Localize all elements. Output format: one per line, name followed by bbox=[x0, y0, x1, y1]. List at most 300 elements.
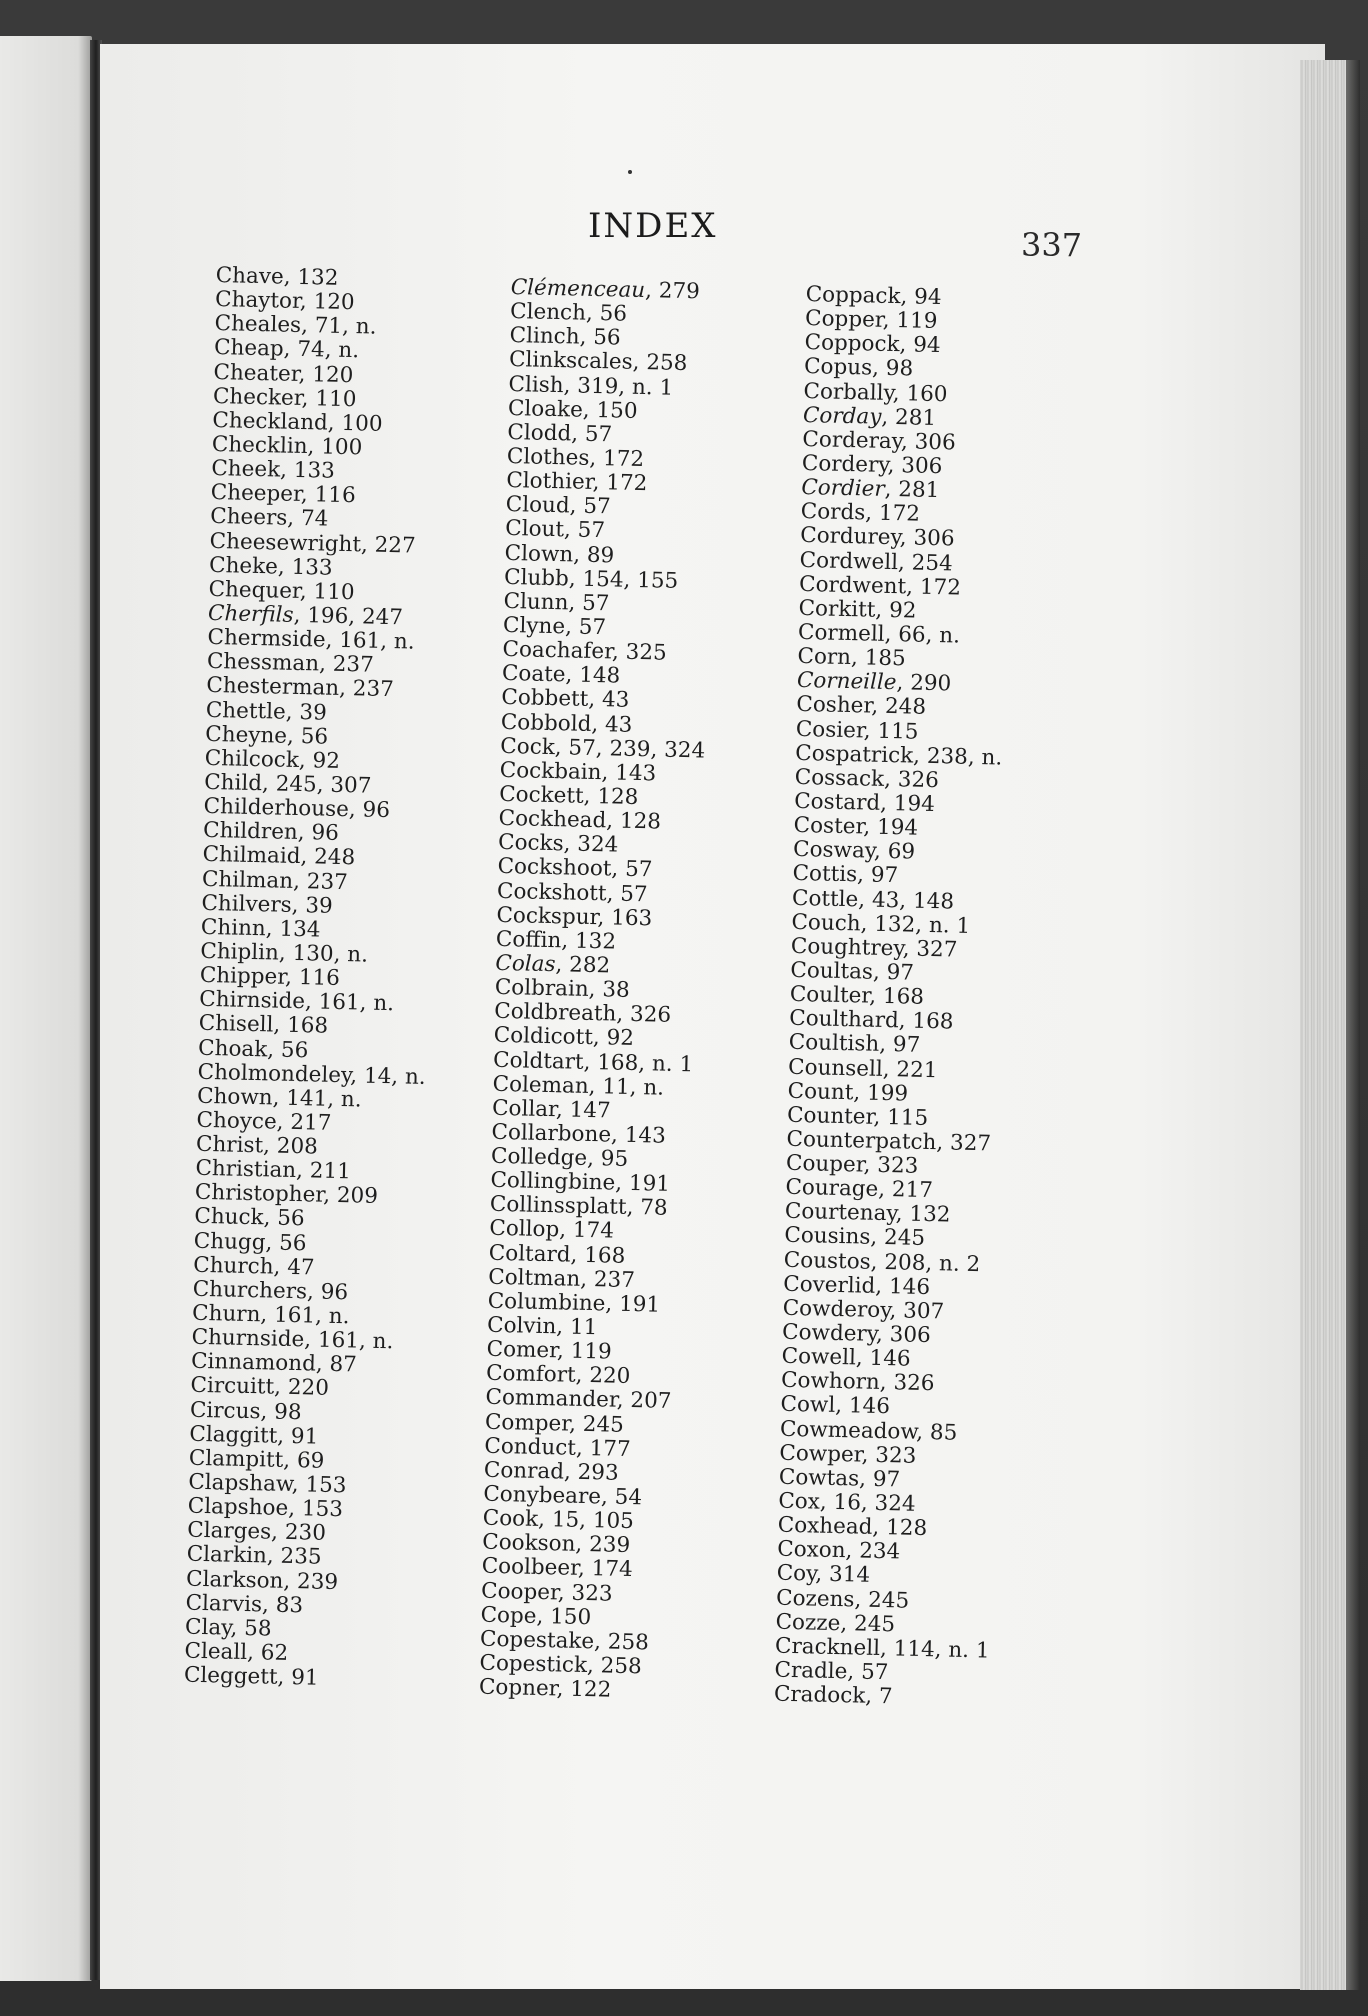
entry-pages: 168 bbox=[583, 1242, 626, 1269]
index-entry: Chesterman, 237 bbox=[206, 673, 395, 703]
entry-pages: 323 bbox=[571, 1580, 613, 1607]
entry-name: Colbrain bbox=[494, 974, 589, 1003]
index-entry: Clarkson, 239 bbox=[185, 1566, 339, 1595]
entry-name: Chuck bbox=[194, 1204, 264, 1231]
index-entry: Copestake, 258 bbox=[479, 1626, 650, 1656]
entry-name: Cheeper bbox=[210, 480, 302, 508]
entry-pages: 56 bbox=[280, 1037, 309, 1063]
index-entry: Cradle, 57 bbox=[774, 1657, 889, 1686]
entry-name: Cowmeadow bbox=[779, 1416, 917, 1445]
entry-pages: 57, 239, 324 bbox=[568, 735, 706, 764]
index-entry: Coverlid, 146 bbox=[783, 1271, 931, 1300]
entry-name: Collingbine bbox=[490, 1167, 616, 1196]
entry-name: Coolbeer bbox=[481, 1554, 579, 1582]
entry-name: Coxon bbox=[776, 1536, 846, 1564]
index-entry: Chipper, 116 bbox=[199, 962, 341, 992]
index-entry: Cockett, 128 bbox=[498, 781, 639, 810]
entry-name: Comper bbox=[484, 1409, 570, 1437]
entry-name: Cowdery bbox=[781, 1319, 877, 1347]
entry-pages: 221 bbox=[896, 1056, 938, 1083]
index-entry: Cospatrick, 238, n. bbox=[795, 740, 1003, 771]
entry-name: Cowl bbox=[780, 1392, 836, 1419]
index-entry: Cherfils, 196, 247 bbox=[207, 600, 404, 631]
entry-pages: 306 bbox=[914, 429, 956, 456]
entry-pages: 293 bbox=[577, 1459, 619, 1486]
index-entry: Cookson, 239 bbox=[481, 1529, 631, 1559]
entry-name: Child bbox=[203, 769, 263, 797]
index-entry: Coppack, 94 bbox=[805, 282, 942, 311]
entry-name: Coy bbox=[776, 1561, 816, 1587]
entry-pages: 91 bbox=[290, 1423, 319, 1450]
entry-name: Corkitt bbox=[798, 595, 876, 623]
entry-name: Clémenceau bbox=[510, 275, 646, 304]
entry-pages: 209 bbox=[336, 1183, 379, 1210]
entry-name: Cordier bbox=[801, 475, 885, 502]
entry-pages: 128 bbox=[597, 784, 639, 810]
index-entry: Cowper, 323 bbox=[779, 1440, 917, 1469]
entry-name: Cookson bbox=[481, 1529, 576, 1558]
entry-pages: 160 bbox=[906, 380, 948, 407]
entry-name: Clown bbox=[504, 540, 574, 568]
index-entry: Counterpatch, 327 bbox=[786, 1126, 992, 1157]
index-entry: Corneille, 290 bbox=[796, 668, 952, 697]
entry-name: Count bbox=[787, 1078, 854, 1105]
entry-name: Counsell bbox=[787, 1054, 884, 1082]
index-entry: Corn, 185 bbox=[797, 644, 907, 672]
entry-pages: 74 bbox=[300, 506, 329, 533]
index-entry: Clampitt, 69 bbox=[188, 1445, 325, 1474]
entry-name: Corderay bbox=[802, 426, 902, 455]
index-column-2 bbox=[479, 276, 801, 1707]
entry-pages: 227 bbox=[374, 532, 416, 559]
entry-name: Collinssplatt bbox=[489, 1192, 627, 1221]
entry-name: Cockshott bbox=[496, 878, 607, 906]
entry-pages: 172 bbox=[602, 446, 645, 473]
entry-name: Courage bbox=[785, 1174, 879, 1203]
entry-pages: 71, n. bbox=[314, 313, 377, 340]
entry-name: Coustos bbox=[783, 1247, 871, 1275]
entry-pages: 199 bbox=[866, 1080, 909, 1107]
entry-name: Cheales bbox=[214, 311, 302, 339]
entry-pages: 314 bbox=[828, 1562, 871, 1589]
index-entry: Cordier, 281 bbox=[801, 475, 940, 504]
entry-name: Cradle bbox=[774, 1657, 848, 1685]
entry-name: Cooper bbox=[480, 1578, 559, 1605]
index-entry: Cossack, 326 bbox=[794, 764, 940, 793]
index-entry: Clapshoe, 153 bbox=[187, 1493, 344, 1523]
entry-name: Colvin bbox=[486, 1312, 557, 1340]
index-entry: Chown, 141, n. bbox=[196, 1083, 362, 1113]
index-entry: Cockshoot, 57 bbox=[497, 854, 653, 883]
entry-pages: 319, n. 1 bbox=[577, 373, 674, 401]
entry-name: Cheek bbox=[211, 456, 281, 483]
entry-pages: 57 bbox=[578, 614, 607, 641]
entry-pages: 66, n. bbox=[897, 622, 961, 649]
entry-pages: 128 bbox=[885, 1515, 928, 1542]
entry-pages: 323 bbox=[877, 1152, 919, 1179]
entry-pages: 174 bbox=[572, 1218, 615, 1245]
entry-pages: 92 bbox=[888, 597, 917, 624]
index-entry: Copper, 119 bbox=[804, 306, 938, 335]
index-entry: Clunn, 57 bbox=[503, 588, 610, 617]
index-entry: Child, 245, 307 bbox=[203, 769, 372, 799]
entry-pages: 146 bbox=[869, 1345, 911, 1372]
entry-name: Cheater bbox=[213, 359, 299, 387]
entry-pages: 148 bbox=[578, 662, 621, 689]
entry-name: Courtenay bbox=[784, 1199, 897, 1227]
index-entry: Cleggett, 91 bbox=[183, 1662, 319, 1691]
index-entry: Choak, 56 bbox=[197, 1035, 309, 1063]
index-entry: Chuck, 56 bbox=[194, 1204, 305, 1232]
index-entry: Coppock, 94 bbox=[804, 330, 941, 359]
entry-name: Children bbox=[202, 818, 299, 846]
index-entry: Clarvis, 83 bbox=[185, 1590, 304, 1619]
entry-name: Clapshoe bbox=[187, 1493, 289, 1522]
entry-pages: 307 bbox=[902, 1298, 945, 1325]
index-entry: Checklin, 100 bbox=[211, 431, 363, 461]
entry-name: Cosier bbox=[795, 716, 865, 743]
entry-pages: 177 bbox=[589, 1435, 631, 1462]
entry-name: Cosher bbox=[796, 692, 872, 719]
entry-pages: 327 bbox=[916, 936, 958, 963]
index-entry: Colas, 282 bbox=[495, 950, 611, 979]
entry-name: Cowell bbox=[781, 1343, 857, 1371]
index-entry: Cook, 15, 105 bbox=[482, 1505, 635, 1535]
index-entry: Cheke, 133 bbox=[208, 552, 333, 581]
entry-pages: 11 bbox=[569, 1314, 598, 1341]
entry-name: Cockspur bbox=[496, 902, 598, 930]
index-entry: Cloud, 57 bbox=[505, 492, 611, 520]
entry-name: Clarkson bbox=[185, 1566, 284, 1594]
entry-name: Colledge bbox=[490, 1143, 588, 1172]
entry-pages: 208 bbox=[276, 1133, 319, 1160]
index-entry: Conrad, 293 bbox=[483, 1457, 619, 1486]
entry-pages: 153 bbox=[301, 1496, 344, 1523]
index-entry: Coffin, 132 bbox=[495, 926, 617, 955]
entry-pages: 279 bbox=[658, 278, 701, 305]
entry-pages: 150 bbox=[549, 1603, 592, 1630]
entry-name: Coltman bbox=[488, 1264, 581, 1292]
entry-pages: 114, n. 1 bbox=[893, 1636, 990, 1664]
entry-name: Cottis bbox=[792, 861, 858, 888]
entry-name: Chilman bbox=[201, 866, 294, 894]
entry-name: Clarges bbox=[186, 1517, 272, 1545]
entry-pages: 258 bbox=[646, 350, 688, 377]
entry-pages: 207 bbox=[630, 1388, 672, 1415]
index-entry: Collop, 174 bbox=[489, 1216, 615, 1245]
entry-name: Chilvers bbox=[201, 890, 292, 918]
index-entry: Coustos, 208, n. 2 bbox=[783, 1247, 981, 1277]
entry-pages: 100 bbox=[320, 434, 363, 461]
entry-pages: 153 bbox=[305, 1472, 347, 1499]
index-entry: Coy, 314 bbox=[776, 1561, 871, 1589]
index-entry: Coultas, 97 bbox=[790, 957, 915, 986]
entry-name: Chisell bbox=[198, 1011, 274, 1038]
index-entry: Circuitt, 220 bbox=[190, 1373, 330, 1402]
entry-pages: 281 bbox=[894, 404, 937, 431]
entry-pages: 143 bbox=[624, 1122, 667, 1149]
entry-name: Clapshaw bbox=[188, 1469, 293, 1498]
entry-pages: 245 bbox=[582, 1411, 625, 1438]
entry-name: Cleggett bbox=[183, 1662, 278, 1690]
entry-name: Coldtart bbox=[492, 1047, 584, 1075]
entry-name: Coulter bbox=[789, 981, 870, 1009]
entry-pages: 83 bbox=[275, 1592, 304, 1619]
index-entry: Costard, 194 bbox=[793, 788, 936, 818]
entry-name: Coffin bbox=[495, 926, 562, 954]
entry-pages: 238, n. bbox=[926, 743, 1003, 771]
entry-name: Coltard bbox=[488, 1240, 571, 1268]
entry-pages: 150 bbox=[596, 397, 638, 424]
index-entry: Clown, 89 bbox=[504, 540, 615, 568]
entry-name: Cockshoot bbox=[497, 854, 612, 882]
entry-name: Clinch bbox=[509, 323, 580, 350]
entry-name: Cinnamond bbox=[190, 1349, 317, 1377]
entry-pages: 92 bbox=[606, 1025, 635, 1052]
entry-name: Cholmondeley bbox=[197, 1059, 351, 1088]
index-entry: Cholmondeley, 14, n. bbox=[197, 1059, 426, 1090]
entry-name: Cockhead bbox=[498, 805, 607, 834]
index-entry: Cock, 57, 239, 324 bbox=[500, 733, 706, 764]
index-entry: Chisell, 168 bbox=[198, 1011, 329, 1040]
entry-name: Clay bbox=[184, 1614, 231, 1641]
index-entry: Chinn, 134 bbox=[200, 914, 321, 943]
index-entry: Cosier, 115 bbox=[795, 716, 919, 745]
facing-page-edge bbox=[0, 36, 92, 1981]
entry-pages: 220 bbox=[287, 1375, 330, 1402]
index-entry: Cousins, 245 bbox=[784, 1223, 926, 1252]
index-entry: Cheyne, 56 bbox=[205, 721, 329, 750]
entry-pages: 168, n. 1 bbox=[596, 1049, 694, 1077]
entry-pages: 16, 324 bbox=[833, 1489, 916, 1517]
entry-name: Cloud bbox=[505, 492, 570, 519]
entry-name: Chave bbox=[215, 263, 285, 290]
entry-pages: 57 bbox=[577, 517, 606, 544]
entry-pages: 191 bbox=[618, 1291, 661, 1318]
entry-pages: 74, n. bbox=[297, 337, 360, 364]
entry-pages: 100 bbox=[341, 410, 383, 437]
entry-name: Clothier bbox=[506, 468, 593, 496]
entry-pages: 217 bbox=[891, 1177, 934, 1204]
entry-pages: 194 bbox=[893, 791, 936, 818]
index-entry: Collingbine, 191 bbox=[490, 1167, 671, 1198]
index-entry: Chilcock, 92 bbox=[204, 745, 341, 774]
index-entry: Count, 199 bbox=[787, 1078, 909, 1107]
index-entry: Cowderoy, 307 bbox=[782, 1295, 945, 1325]
entry-name: Cleall bbox=[184, 1638, 248, 1666]
entry-name: Corneille bbox=[796, 668, 897, 696]
entry-name: Chequer bbox=[208, 576, 301, 604]
entry-name: Cock bbox=[500, 733, 556, 760]
entry-name: Collar bbox=[491, 1095, 557, 1123]
index-entry: Coulter, 168 bbox=[789, 981, 925, 1010]
entry-name: Chessman bbox=[206, 649, 320, 677]
index-entry: Coxon, 234 bbox=[776, 1536, 901, 1565]
entry-name: Copus bbox=[803, 354, 873, 381]
entry-pages: 132, n. 1 bbox=[874, 911, 971, 939]
entry-name: Clinkscales bbox=[508, 347, 633, 376]
entry-pages: 161, n. bbox=[318, 989, 395, 1017]
entry-name: Cheke bbox=[208, 552, 279, 580]
entry-name: Clubb bbox=[503, 564, 570, 592]
index-entry: Chermside, 161, n. bbox=[207, 625, 415, 655]
index-entry: Coldbreath, 326 bbox=[494, 999, 672, 1029]
index-entry: Clout, 57 bbox=[504, 516, 606, 544]
entry-name: Cossack bbox=[794, 764, 885, 792]
index-entry: Cobbold, 43 bbox=[500, 709, 633, 738]
index-entry: Clinch, 56 bbox=[509, 323, 621, 351]
entry-name: Church bbox=[193, 1252, 274, 1280]
index-entry: Clodd, 57 bbox=[507, 419, 613, 448]
entry-pages: 120 bbox=[313, 289, 355, 316]
entry-pages: 56 bbox=[300, 723, 329, 750]
entry-pages: 87 bbox=[329, 1352, 358, 1378]
index-entry: Collinssplatt, 78 bbox=[489, 1192, 668, 1222]
index-entry: Chilvers, 39 bbox=[201, 890, 334, 919]
entry-name: Cherfils bbox=[207, 600, 294, 628]
entry-name: Chirnside bbox=[199, 987, 306, 1015]
entry-pages: 96 bbox=[311, 820, 340, 847]
entry-pages: 96 bbox=[320, 1279, 349, 1306]
entry-name: Christopher bbox=[194, 1180, 324, 1209]
entry-name: Cheap bbox=[213, 335, 284, 362]
index-entry: Churn, 161, n. bbox=[191, 1300, 350, 1330]
entry-name: Cordurey bbox=[799, 523, 901, 551]
index-entry: Comer, 119 bbox=[486, 1336, 613, 1365]
index-entry: Cosher, 248 bbox=[796, 692, 927, 721]
entry-name: Churnside bbox=[191, 1324, 305, 1353]
index-entry: Commander, 207 bbox=[485, 1385, 672, 1415]
entry-pages: 89 bbox=[586, 542, 615, 568]
entry-name: Coachafer bbox=[502, 637, 613, 665]
entry-name: Childerhouse bbox=[203, 793, 350, 823]
entry-name: Cozze bbox=[775, 1609, 841, 1636]
entry-pages: 327 bbox=[949, 1130, 992, 1157]
index-entry: Cordwent, 172 bbox=[798, 571, 962, 601]
entry-pages: 39 bbox=[305, 892, 334, 919]
index-entry: Checker, 110 bbox=[212, 383, 357, 412]
index-entry: Cordwell, 254 bbox=[799, 547, 954, 576]
entry-pages: 163 bbox=[610, 905, 653, 932]
entry-name: Coster bbox=[793, 812, 864, 840]
entry-name: Circuitt bbox=[190, 1373, 275, 1401]
index-entry: Cords, 172 bbox=[800, 499, 921, 527]
entry-pages: 239 bbox=[296, 1568, 339, 1595]
entry-pages: 254 bbox=[911, 550, 954, 576]
entry-name: Checker bbox=[212, 383, 302, 411]
entry-name: Colas bbox=[495, 950, 556, 978]
entry-name: Coultish bbox=[788, 1030, 880, 1058]
entry-name: Coultas bbox=[790, 957, 874, 985]
entry-pages: 326 bbox=[893, 1370, 935, 1397]
index-entry: Courage, 217 bbox=[785, 1174, 934, 1204]
entry-pages: 306 bbox=[889, 1322, 932, 1349]
entry-name: Checklin bbox=[211, 431, 308, 460]
index-entry: Cocks, 324 bbox=[497, 830, 619, 858]
entry-name: Cockbain bbox=[499, 757, 602, 785]
index-entry: Conduct, 177 bbox=[484, 1433, 631, 1462]
index-entry: Chiplin, 130, n. bbox=[200, 938, 369, 968]
entry-name: Cowderoy bbox=[782, 1295, 890, 1324]
entry-pages: 161, n. bbox=[317, 1327, 394, 1355]
entry-pages: 47 bbox=[286, 1254, 315, 1281]
entry-name: Conybeare bbox=[483, 1481, 602, 1510]
entry-pages: 69 bbox=[887, 839, 916, 865]
index-entry: Cheesewright, 227 bbox=[209, 528, 416, 559]
entry-name: Couper bbox=[785, 1150, 864, 1178]
entry-pages: 69 bbox=[296, 1448, 325, 1474]
entry-name: Chermside bbox=[207, 625, 326, 653]
entry-name: Collarbone bbox=[491, 1119, 612, 1148]
index-entry: Colbrain, 38 bbox=[494, 974, 630, 1003]
entry-name: Copner bbox=[478, 1674, 557, 1702]
index-entry: Cormell, 66, n. bbox=[797, 619, 961, 649]
entry-name: Corbally bbox=[803, 378, 894, 406]
entry-pages: 98 bbox=[273, 1399, 302, 1425]
entry-pages: 7 bbox=[878, 1684, 893, 1710]
entry-name: Copper bbox=[804, 306, 884, 333]
index-entry: Cox, 16, 324 bbox=[778, 1488, 916, 1517]
entry-pages: 208, n. 2 bbox=[884, 1249, 981, 1277]
index-entry: Colvin, 11 bbox=[486, 1312, 598, 1341]
entry-pages: 54 bbox=[614, 1484, 643, 1511]
entry-pages: 132 bbox=[297, 264, 339, 291]
entry-pages: 245 bbox=[883, 1225, 926, 1252]
entry-pages: 191 bbox=[628, 1171, 671, 1198]
entry-name: Coldbreath bbox=[494, 999, 617, 1027]
entry-name: Chugg bbox=[193, 1228, 266, 1255]
entry-name: Collop bbox=[489, 1216, 560, 1243]
entry-pages: 78 bbox=[639, 1195, 668, 1222]
entry-pages: 323 bbox=[875, 1442, 917, 1469]
index-entry: Clish, 319, n. 1 bbox=[508, 371, 674, 401]
entry-name: Costard bbox=[793, 788, 881, 816]
entry-name: Cowtas bbox=[778, 1464, 860, 1492]
entry-name: Cozens bbox=[775, 1585, 855, 1613]
entry-name: Cheesewright bbox=[209, 528, 362, 557]
entry-pages: 220 bbox=[589, 1363, 631, 1390]
entry-pages: 39 bbox=[299, 699, 328, 726]
entry-name: Clunn bbox=[503, 588, 569, 616]
entry-pages: 239 bbox=[588, 1532, 631, 1559]
index-entry: Cordurey, 306 bbox=[799, 523, 955, 552]
entry-name: Copestick bbox=[479, 1650, 588, 1679]
entry-pages: 248 bbox=[884, 694, 927, 721]
entry-pages: 235 bbox=[280, 1544, 322, 1571]
index-entry: Chugg, 56 bbox=[193, 1228, 307, 1256]
entry-pages: 57 bbox=[583, 493, 611, 520]
entry-name: Clarkin bbox=[186, 1542, 268, 1569]
entry-pages: 237 bbox=[352, 676, 395, 703]
entry-pages: 196, 247 bbox=[306, 603, 404, 631]
entry-pages: 133 bbox=[291, 554, 333, 581]
entry-pages: 116 bbox=[314, 482, 356, 509]
entry-pages: 185 bbox=[864, 645, 907, 672]
entry-pages: 147 bbox=[569, 1097, 611, 1124]
entry-name: Chinn bbox=[200, 914, 267, 942]
entry-name: Cracknell bbox=[774, 1633, 881, 1661]
entry-pages: 281 bbox=[898, 477, 940, 504]
index-entry: Clarges, 230 bbox=[186, 1517, 327, 1547]
index-entry: Church, 47 bbox=[193, 1252, 315, 1281]
entry-name: Copestake bbox=[479, 1626, 595, 1655]
entry-name: Coleman bbox=[492, 1071, 589, 1099]
index-entry: Collar, 147 bbox=[491, 1095, 611, 1124]
entry-name: Chilcock bbox=[204, 745, 300, 773]
entry-name: Chiplin bbox=[200, 938, 280, 966]
index-entry: Columbine, 191 bbox=[487, 1288, 661, 1318]
index-entry: Coster, 194 bbox=[793, 812, 919, 841]
